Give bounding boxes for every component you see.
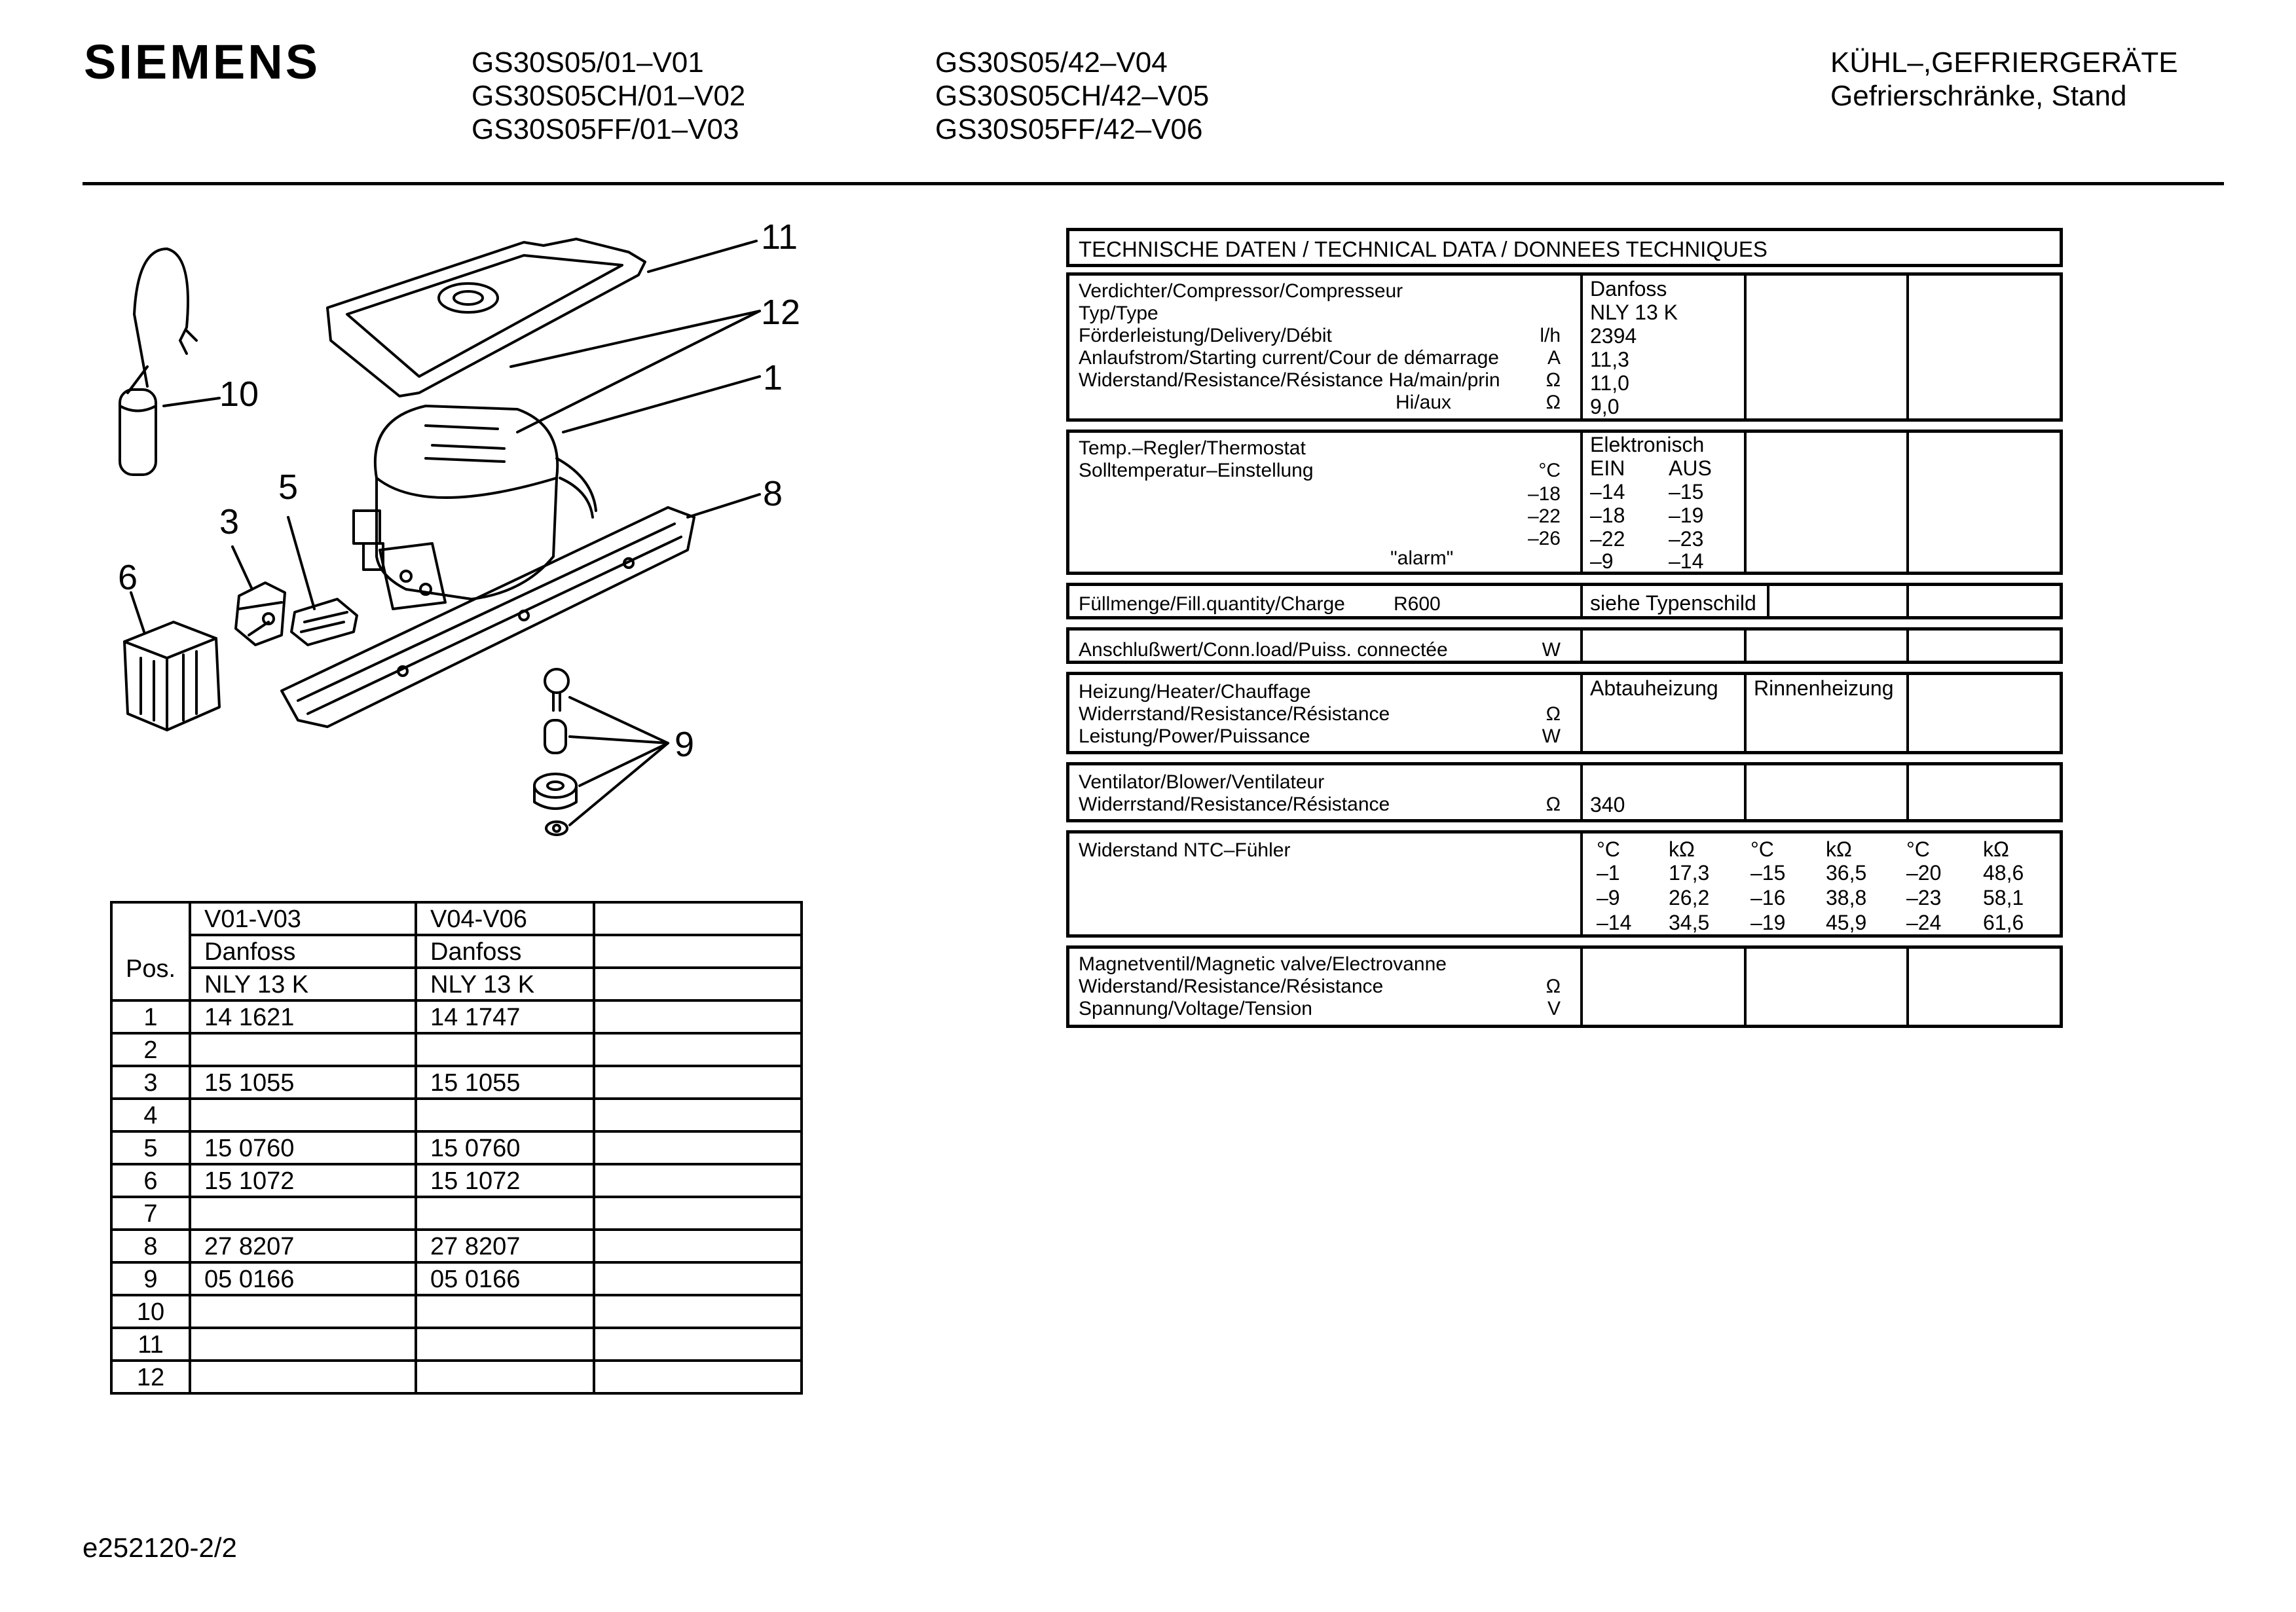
col-divider	[1580, 675, 1583, 751]
ein-value: –9	[1590, 549, 1614, 573]
ntc-temp: –9	[1597, 886, 1620, 909]
part-number-cell	[190, 1099, 416, 1131]
mounting-kit-part	[534, 669, 576, 835]
compressor-current: 11,3	[1590, 348, 1629, 371]
ntc-resistance: 58,1	[1983, 886, 2024, 909]
part-number-cell	[190, 1328, 416, 1361]
part-number-cell: 15 1072	[416, 1164, 594, 1197]
thermostat-section	[1066, 430, 2063, 575]
callout-8: 8	[763, 474, 783, 513]
col-divider	[1580, 586, 1583, 616]
pos-cell: 1	[111, 1000, 190, 1033]
aus-value: –19	[1669, 504, 1704, 527]
ntc-header: kΩ	[1826, 837, 1852, 861]
part-number-cell: 14 1621	[190, 1000, 416, 1033]
callout-5: 5	[278, 467, 299, 507]
part-number-cell: 05 0166	[190, 1262, 416, 1295]
col-divider	[1580, 276, 1583, 418]
part-number-cell	[416, 1295, 594, 1328]
compressor-brand: Danfoss	[1590, 277, 1667, 301]
unit-label: Ω	[1546, 794, 1561, 815]
empty-cell	[594, 1099, 802, 1131]
category-line: KÜHL–,GEFRIERGERÄTE	[1830, 46, 2178, 79]
fan-resistance-value: 340	[1590, 793, 1625, 816]
valve-label: Magnetventil/Magnetic valve/Electrovanne	[1079, 953, 1447, 975]
connected-load-section	[1066, 627, 2063, 664]
col-divider	[1580, 631, 1583, 661]
table-row	[111, 1262, 802, 1295]
empty-cell	[594, 1295, 802, 1328]
starting-relay-part	[236, 583, 285, 645]
connected-load-label: Anschlußwert/Conn.load/Puiss. connectée	[1079, 639, 1448, 661]
pos-cell: 10	[111, 1295, 190, 1328]
ntc-resistance: 36,5	[1826, 861, 1867, 885]
callout-3: 3	[219, 502, 240, 541]
category-title	[1830, 46, 2178, 113]
overload-protector-part	[291, 599, 357, 645]
model-number: GS30S05CH/42–V05	[935, 80, 1210, 112]
ntc-temp: –19	[1750, 911, 1786, 934]
compressor-type: NLY 13 K	[1590, 301, 1678, 324]
col2-header-brand: Danfoss	[416, 935, 594, 968]
part-number-cell: 15 1072	[190, 1164, 416, 1197]
empty-cell	[594, 1033, 802, 1066]
ntc-label: Widerstand NTC–Fühler	[1079, 839, 1291, 861]
magnetic-valve-section	[1066, 945, 2063, 1028]
part-number-cell	[190, 1295, 416, 1328]
setpoint-label: –18	[1527, 483, 1561, 505]
callout-9: 9	[675, 725, 695, 764]
ntc-header: kΩ	[1669, 837, 1695, 861]
aus-header: AUS	[1669, 456, 1712, 480]
empty-cell	[594, 1066, 802, 1099]
unit-label: W	[1542, 639, 1561, 661]
unit-label: l/h	[1540, 325, 1561, 346]
ntc-resistance: 26,2	[1669, 886, 1710, 909]
ntc-sensor-section	[1066, 830, 2063, 938]
pos-cell: 5	[111, 1131, 190, 1164]
col-divider	[1744, 675, 1747, 751]
pos-cell: 9	[111, 1262, 190, 1295]
model-number: GS30S05FF/42–V06	[935, 113, 1203, 145]
pos-cell: 3	[111, 1066, 190, 1099]
pos-cell: 12	[111, 1361, 190, 1393]
table-row	[111, 1131, 802, 1164]
col-divider	[1767, 586, 1769, 616]
thermostat-type: Elektronisch	[1590, 433, 1705, 456]
col1-header-variant: V01-V03	[190, 902, 416, 935]
alarm-label: "alarm"	[1390, 547, 1454, 569]
fan-resistance-label: Widerrstand/Resistance/Résistance	[1079, 794, 1390, 815]
fan-section	[1066, 762, 2063, 822]
ntc-header: kΩ	[1983, 837, 2009, 861]
model-number: GS30S05/01–V01	[472, 46, 704, 79]
type-label: Typ/Type	[1079, 302, 1158, 324]
table-row	[111, 1033, 802, 1066]
ntc-resistance: 38,8	[1826, 886, 1867, 909]
unit-label: °C	[1538, 460, 1561, 481]
callout-12: 12	[761, 293, 801, 332]
col-divider	[1906, 949, 1909, 1025]
aus-value: –15	[1669, 480, 1704, 504]
col1-header-type: NLY 13 K	[190, 968, 416, 1000]
ntc-resistance: 61,6	[1983, 911, 2024, 934]
col2-header-variant: V04-V06	[416, 902, 594, 935]
base-rail-part	[282, 507, 694, 727]
empty-cell	[594, 1262, 802, 1295]
resistance-aux-label: Hi/aux	[1396, 392, 1452, 413]
col1-header-brand: Danfoss	[190, 935, 416, 968]
col2-header-type: NLY 13 K	[416, 968, 594, 1000]
exploded-parts-diagram	[0, 0, 1061, 877]
col-divider	[1906, 433, 1909, 572]
col-divider	[1580, 433, 1583, 572]
ntc-header: °C	[1597, 837, 1620, 861]
part-number-cell	[190, 1033, 416, 1066]
col-divider	[1580, 949, 1583, 1025]
part-number-cell	[416, 1099, 594, 1131]
starting-current-label: Anlaufstrom/Starting current/Cour de démarrage	[1079, 347, 1499, 369]
table-row	[111, 1295, 802, 1328]
part-number-cell: 15 0760	[416, 1131, 594, 1164]
relay-cover-part	[124, 622, 219, 730]
heater-section	[1066, 672, 2063, 754]
pos-cell: 8	[111, 1230, 190, 1262]
tech-title-box	[1066, 228, 2063, 267]
empty-cell	[594, 1230, 802, 1262]
ntc-header: °C	[1906, 837, 1930, 861]
col-divider	[1744, 433, 1747, 572]
part-number-cell: 14 1747	[416, 1000, 594, 1033]
valve-voltage-label: Spannung/Voltage/Tension	[1079, 998, 1312, 1019]
ein-value: –14	[1590, 480, 1625, 504]
pos-cell: 4	[111, 1099, 190, 1131]
col-divider	[1580, 833, 1583, 934]
table-row	[111, 1000, 802, 1033]
ein-header: EIN	[1590, 456, 1625, 480]
pos-cell: 2	[111, 1033, 190, 1066]
unit-label: Ω	[1546, 369, 1561, 391]
ntc-temp: –14	[1597, 911, 1632, 934]
table-row	[111, 1230, 802, 1262]
siemens-logo: SIEMENS	[84, 35, 321, 89]
delivery-label: Förderleistung/Delivery/Débit	[1079, 325, 1332, 346]
drip-tray-part	[327, 239, 645, 396]
callout-6: 6	[118, 558, 138, 597]
compressor-resistance-main: 11,0	[1590, 371, 1629, 395]
col-divider	[1906, 586, 1909, 616]
ntc-resistance: 48,6	[1983, 861, 2024, 885]
fill-quantity-section	[1066, 583, 2063, 619]
ntc-temp: –15	[1750, 861, 1786, 885]
ntc-temp: –16	[1750, 886, 1786, 909]
ntc-resistance: 34,5	[1669, 911, 1710, 934]
pos-cell: 11	[111, 1328, 190, 1361]
valve-resistance-label: Widerstand/Resistance/Résistance	[1079, 976, 1384, 997]
col-divider	[1744, 631, 1747, 661]
aus-value: –23	[1669, 527, 1704, 551]
col-divider	[1744, 765, 1747, 819]
heater-label: Heizung/Heater/Chauffage	[1079, 681, 1311, 703]
unit-label: V	[1547, 998, 1561, 1019]
col3-header-empty	[594, 902, 802, 935]
ntc-temp: –23	[1906, 886, 1942, 909]
part-number-cell	[190, 1197, 416, 1230]
col-divider	[1744, 276, 1747, 418]
setpoint-label: –26	[1527, 528, 1561, 549]
compressor-resistance-aux: 9,0	[1590, 395, 1620, 418]
ntc-header: °C	[1750, 837, 1774, 861]
empty-cell	[594, 1000, 802, 1033]
part-number-cell: 15 0760	[190, 1131, 416, 1164]
col-divider	[1906, 765, 1909, 819]
pos-header: Pos.	[111, 902, 190, 1000]
resistance-main-label: Widerstand/Resistance/Résistance Ha/main/prin	[1079, 369, 1500, 391]
document-id: e252120-2/2	[83, 1532, 237, 1563]
tech-title: TECHNISCHE DATEN / TECHNICAL DATA / DONNEES TECHNIQUES	[1079, 237, 1768, 261]
defrost-heater-header: Abtauheizung	[1590, 676, 1718, 700]
empty-cell	[594, 1328, 802, 1361]
part-number-cell: 15 1055	[416, 1066, 594, 1099]
unit-label: Ω	[1546, 976, 1561, 997]
channel-heater-header: Rinnenheizung	[1754, 676, 1894, 700]
callout-10: 10	[219, 375, 259, 414]
parts-table	[110, 901, 803, 1395]
part-number-cell	[190, 1361, 416, 1393]
unit-label: A	[1547, 347, 1561, 369]
heater-power-label: Leistung/Power/Puissance	[1079, 725, 1310, 747]
fill-quantity-label: Füllmenge/Fill.quantity/Charge	[1079, 593, 1345, 615]
table-row	[111, 1099, 802, 1131]
table-row	[111, 1361, 802, 1393]
pos-cell: 6	[111, 1164, 190, 1197]
empty-cell	[594, 1131, 802, 1164]
part-number-cell: 27 8207	[416, 1230, 594, 1262]
ntc-resistance: 17,3	[1669, 861, 1710, 885]
empty-cell	[594, 1361, 802, 1393]
fan-label: Ventilator/Blower/Ventilateur	[1079, 771, 1325, 793]
aus-value: –14	[1669, 549, 1704, 573]
callout-1: 1	[763, 358, 783, 397]
unit-label: Ω	[1546, 703, 1561, 725]
thermostat-label: Temp.–Regler/Thermostat	[1079, 437, 1306, 459]
compressor-section	[1066, 272, 2063, 422]
ntc-temp: –24	[1906, 911, 1942, 934]
pos-cell: 7	[111, 1197, 190, 1230]
table-row	[111, 1328, 802, 1361]
compressor-delivery: 2394	[1590, 324, 1637, 348]
col-divider	[1906, 631, 1909, 661]
ntc-resistance: 45,9	[1826, 911, 1867, 934]
part-number-cell	[416, 1328, 594, 1361]
col-divider	[1744, 949, 1747, 1025]
col-divider	[1580, 765, 1583, 819]
unit-label: W	[1542, 725, 1561, 747]
empty-cell	[594, 1197, 802, 1230]
col3-header-empty	[594, 968, 802, 1000]
ein-value: –22	[1590, 527, 1625, 551]
unit-label: Ω	[1546, 392, 1561, 413]
part-number-cell: 05 0166	[416, 1262, 594, 1295]
capacitor-part	[120, 249, 196, 475]
category-line: Gefrierschränke, Stand	[1830, 80, 2127, 112]
ntc-temp: –20	[1906, 861, 1942, 885]
ntc-temp: –1	[1597, 861, 1620, 885]
table-row	[111, 1164, 802, 1197]
part-number-cell	[416, 1033, 594, 1066]
set-temperature-label: Solltemperatur–Einstellung	[1079, 460, 1314, 481]
empty-cell	[594, 1164, 802, 1197]
table-row	[111, 1197, 802, 1230]
compressor-label: Verdichter/Compressor/Compresseur	[1079, 280, 1403, 302]
callout-11: 11	[761, 217, 798, 257]
model-number: GS30S05/42–V04	[935, 46, 1168, 79]
table-row	[111, 1066, 802, 1099]
part-number-cell	[416, 1361, 594, 1393]
part-number-cell	[416, 1197, 594, 1230]
col3-header-empty	[594, 935, 802, 968]
ein-value: –18	[1590, 504, 1625, 527]
model-number: GS30S05FF/01–V03	[472, 113, 739, 145]
col-divider	[1906, 675, 1909, 751]
model-number: GS30S05CH/01–V02	[472, 80, 746, 112]
setpoint-label: –22	[1527, 505, 1561, 527]
part-number-cell: 27 8207	[190, 1230, 416, 1262]
fill-quantity-value: siehe Typenschild	[1590, 591, 1756, 615]
part-number-cell: 15 1055	[190, 1066, 416, 1099]
heater-resistance-label: Widerrstand/Resistance/Résistance	[1079, 703, 1390, 725]
col-divider	[1906, 276, 1909, 418]
refrigerant-label: R600	[1394, 593, 1441, 615]
